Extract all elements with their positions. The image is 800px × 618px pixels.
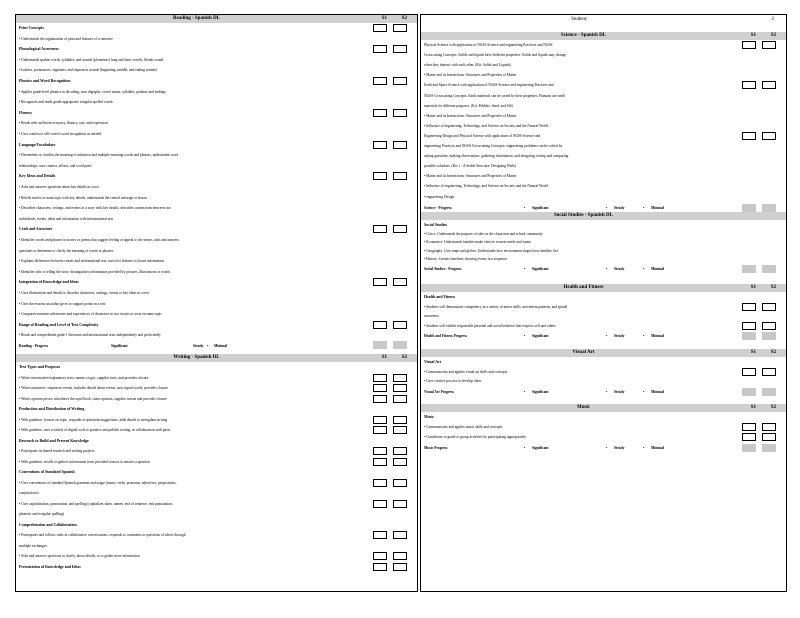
progress-bullet: • (524, 446, 526, 450)
visual-header (421, 349, 786, 357)
s1-label: S1 (750, 350, 756, 355)
science-s1-box[interactable] (742, 41, 756, 49)
reading-heading: Key Ideas and Details (19, 174, 56, 179)
science-item: Earth and Space Science with application of NGSS Science and engineering Practices and (424, 83, 554, 88)
student-header (421, 15, 786, 25)
reading-s1-box[interactable] (373, 24, 387, 32)
progress-label: Reading - Progress (19, 344, 49, 348)
progress-bullet: • (643, 389, 645, 394)
visual-s2-box[interactable] (762, 368, 776, 376)
music-s2-box[interactable] (762, 433, 776, 441)
right-column (420, 14, 787, 592)
science-item: • Matter and its Interactions: Structures and Properties of Matter (424, 113, 517, 118)
progress-significant: Significant (111, 344, 128, 348)
reading-s1-box[interactable] (373, 225, 387, 233)
s2-label: S2 (770, 405, 776, 410)
science-header (421, 32, 786, 40)
s1-label: S1 (381, 355, 387, 360)
progress-c: Minimal (651, 205, 665, 210)
writing-s2-box[interactable] (393, 500, 407, 508)
social-progress-s1-box[interactable] (742, 265, 756, 273)
science-progress-s1-box[interactable] (742, 204, 756, 212)
progress-bullet: • (643, 446, 645, 450)
reading-item: • Isolates, pronounces, segments, and sequences sounds (beginning, middle, and ending sounds) (19, 68, 157, 73)
reading-heading: Phonological Awareness (19, 47, 59, 52)
progress-bullet: • (524, 205, 526, 210)
writing-s2-box[interactable] (393, 458, 407, 466)
science-s2-box[interactable] (762, 81, 776, 89)
music-s1-box[interactable] (742, 423, 756, 431)
writing-item: • Writes informative/explanatory texts: names a topic, supplies facts, and provides closure (19, 375, 149, 380)
writing-item: • Participates in shared research and writing projects (19, 449, 95, 453)
social-title: Social Studies - Spanish DL (554, 213, 613, 218)
reading-section (16, 15, 417, 348)
writing-s1-box[interactable] (373, 500, 387, 508)
writing-heading: Research to Build and Present Knowledge (19, 438, 89, 443)
reading-heading: Phonics and Word Recognition (19, 79, 71, 83)
progress-b: Steady (614, 446, 625, 450)
science-s2-box[interactable] (762, 132, 776, 140)
reading-s1-box[interactable] (373, 109, 387, 117)
health-s1-box[interactable] (742, 322, 756, 330)
science-item: NGSS Crosscutting Concepts: Earth materials can be sorted by their properties. Humans use earth (424, 93, 565, 98)
music-section (421, 404, 786, 450)
reading-item: • Understands the organization of print and features of a sentence (19, 36, 113, 41)
writing-heading: Production and Distribution of Writing (19, 407, 85, 411)
science-item: Physical Science with application of NGSS Science and engineering Practices and NGSS (424, 43, 553, 47)
health-progress-s1-box[interactable] (742, 332, 756, 340)
science-item: • Matter and its Interactions: Structures and Properties of Matter (424, 174, 517, 179)
writing-item: • Writes opinion pieces: introduces the topic/book, states opinion, supplies reason and provides closure (19, 396, 167, 401)
progress-bullet: • (643, 266, 645, 271)
social-heading: Social Studies (424, 223, 448, 227)
reading-item: • Understands spoken words, syllables, and sounds (phonemes) long and short vowels, blends sound (19, 57, 164, 62)
visual-progress-s1-box[interactable] (742, 388, 756, 396)
social-item: • Geography: Uses maps and globes; Understands how environment shapes how families live (424, 248, 559, 253)
progress-bullet: • (643, 334, 645, 338)
writing-item: • Participates and follows rules in collaborative conversations, responds to comments or questions of others through (19, 533, 186, 537)
science-item: materials for different purposes. (Kit: Pebbles, Sand, and Silt) (424, 103, 513, 108)
reading-item: • Reads with sufficient accuracy, fluency, rate, and expression (19, 121, 108, 126)
progress-bullet: • (606, 446, 608, 450)
progress-c: Minimal (651, 446, 665, 450)
health-title: Health and Fitness (563, 285, 604, 290)
health-s1-box[interactable] (742, 303, 756, 311)
reading-item: • Uses the reasons an author gives to support points in a text (19, 301, 106, 306)
reading-item: • Explains differences between stories and informational text, uses text features to locate information (19, 259, 165, 264)
progress-label: Science - Progress (424, 205, 452, 210)
page-number: 2 (771, 17, 774, 22)
health-item: • Students will demonstrate competency in a variety of motor skills, movement patterns, and spatial (424, 304, 568, 309)
writing-item: phonetic and irregular spelling) (19, 512, 65, 516)
writing-heading: Conventions of Standard Spanish (19, 470, 75, 474)
progress-label: Social Studies - Progress (424, 266, 462, 271)
reading-item: • Compares/contrasts adventures and experiences of characters in two stories or texts on same topic (19, 312, 162, 317)
progress-b: Steady (614, 266, 625, 271)
reading-heading: Print Concepts (19, 26, 44, 30)
reading-item: • Reads and comprehends grade 1 literature and informational texts independently and proficiently (19, 333, 161, 338)
progress-bullet: • (606, 389, 608, 394)
science-item: • engineering Design (424, 194, 455, 199)
progress-b: Steady (614, 334, 625, 338)
reading-item: relationships, uses context, affixes, and word parts (19, 163, 92, 168)
science-s1-box[interactable] (742, 132, 756, 140)
s1-label: S1 (750, 33, 756, 38)
social-item: • Civics: Understands the purpose of rules in the classroom and school community (424, 231, 543, 236)
progress-a: Significant (532, 205, 549, 210)
progress-c: Minimal (651, 334, 665, 338)
writing-s1-box[interactable] (373, 458, 387, 466)
reading-item: • Identifies who is telling the story; distinguishes information provided by pictures, illustrations or words (19, 269, 170, 274)
progress-bullet: • (207, 344, 209, 348)
social-item: • History: Creates timelines showing events in a sequence (424, 257, 508, 261)
social-header (421, 212, 786, 220)
writing-s2-box[interactable] (393, 479, 407, 487)
progress-bullet: • (524, 389, 526, 394)
reading-heading: Fluency (19, 110, 33, 115)
visual-title: Visual Art (572, 350, 595, 355)
progress-b: Steady (614, 205, 625, 210)
reading-item: • Determines or clarifies the meaning of unknown and multiple-meaning words and phrases, understands word (19, 153, 179, 158)
writing-s1-box[interactable] (373, 374, 387, 382)
reading-item: individuals, events, ideas and information with informational text (19, 216, 114, 221)
reading-item: • Uses context to self-correct word recognition as needed (19, 132, 102, 136)
reading-heading: Integration of Knowledge and Ideas (19, 280, 79, 285)
music-heading: Music (424, 415, 435, 419)
reading-item: • Uses illustrations and details to describe characters, settings, events or key ideas in a text (19, 291, 149, 295)
reading-heading: Craft and Structure (19, 227, 53, 232)
writing-item: • With guidance, focuses on topic, responds to questions/suggestions, adds details to strengthen writing (19, 417, 168, 422)
writing-s2-box[interactable] (393, 552, 407, 560)
writing-section (16, 354, 417, 569)
visual-heading: Visual Art (424, 360, 442, 364)
reading-header (16, 15, 417, 23)
reading-item: questions to determine or clarify the meaning of words or phrases (19, 248, 114, 253)
music-item: • Communicates and applies music skills and concepts (424, 425, 503, 429)
s2-label: S2 (401, 16, 407, 21)
writing-item: • Uses conventions of standard Spanish grammar and usage (nouns, verbs, pronouns, adjectives, prepositions, (19, 480, 177, 485)
writing-title: Writing - Spanish DL (173, 355, 220, 360)
science-item: • Influence of engineering, Technology, and Science on Society and the Natural World (424, 184, 548, 189)
reading-item: • Retells stories or main topic with key details, understands the central message or lesson (19, 195, 147, 200)
writing-item: multiple exchanges (19, 543, 47, 548)
student-label: Student: (571, 17, 588, 22)
science-item: asking questions, making observations, gathering information, and designing, testing and comparing (424, 154, 569, 159)
music-header (421, 404, 786, 412)
progress-label: Music Progress (424, 446, 448, 450)
writing-s1-box[interactable] (373, 395, 387, 403)
reading-s2-box[interactable] (393, 225, 407, 233)
science-item: • Influence of engineering, Technology, and Science on Society and the Natural World (424, 123, 548, 128)
progress-b: Steady (614, 389, 625, 394)
s2-label: S2 (770, 350, 776, 355)
visual-progress-s2-box[interactable] (762, 388, 776, 396)
s2-label: S2 (770, 33, 776, 38)
science-item: possible solutions. (Kit: i - A Stable Structure: Designing Walls) (424, 164, 517, 169)
progress-a: Significant (532, 334, 549, 338)
science-item: when they interact with each other. (Kit: Solids and Liquids) (424, 63, 512, 68)
science-item: • Matter and its Interactions: Structures and Properties of Matter (424, 73, 517, 78)
visual-item: • Uses creative process to develop ideas (424, 379, 482, 383)
left-column (15, 14, 418, 592)
reading-title: Reading - Spanish DL (172, 16, 221, 21)
progress-bullet: • (524, 334, 526, 338)
reading-s2-box[interactable] (393, 172, 407, 180)
s2-label: S2 (770, 285, 776, 290)
writing-s2-box[interactable] (393, 426, 407, 434)
reading-s1-box[interactable] (373, 278, 387, 286)
writing-header (16, 354, 417, 362)
science-s2-box[interactable] (762, 41, 776, 49)
progress-minimal: Minimal (214, 344, 228, 348)
health-progress-s2-box[interactable] (762, 332, 776, 340)
writing-s1-box[interactable] (373, 384, 387, 392)
writing-heading: Presentation of Knowledge and Ideas (19, 564, 81, 569)
music-item: • Contributes to grade or group activities by participating appropriately (424, 435, 527, 439)
science-progress-s2-box[interactable] (762, 204, 776, 212)
social-section (421, 212, 786, 271)
writing-heading: Comprehension and Collaboration (19, 522, 77, 527)
writing-s1-box[interactable] (373, 479, 387, 487)
health-heading: Health and Fitness (424, 295, 456, 299)
health-item: • Students will exhibit responsible personal and social behavior that respects self and others (424, 323, 556, 328)
science-item: Engineering Design and Physical Science with application of NGSS Science and (424, 133, 541, 138)
reading-s2-box[interactable] (393, 278, 407, 286)
writing-item: • Asks and answers questions to clarify, about details, or to gather more information (19, 554, 140, 558)
progress-label: Health and Fitness Progress (424, 334, 467, 338)
writing-s1-box[interactable] (373, 552, 387, 560)
progress-bullet: • (643, 205, 645, 210)
health-section (421, 284, 786, 338)
science-item: engineering Practices and NGSS Crosscutting Concepts: engineering problems can be solved by (424, 144, 563, 148)
science-title: Science - Spanish DL (560, 33, 607, 38)
writing-s2-box[interactable] (393, 384, 407, 392)
reading-s1-box[interactable] (373, 321, 387, 329)
reading-s2-box[interactable] (393, 24, 407, 32)
reading-item: • Applies grade-level phonics in decoding, uses digraphs, vowel teams, syllables, patterns and endings (19, 89, 166, 94)
reading-progress-s2-box[interactable] (393, 341, 407, 349)
progress-c: Minimal (651, 266, 665, 271)
reading-heading: Language/Vocabulary (19, 142, 56, 147)
s1-label: S1 (750, 285, 756, 290)
music-title: Music (576, 405, 591, 410)
reading-item: • Identifies words and phrases in stories or poems that suggest feeling or appeal to the senses, asks and answers (19, 238, 179, 242)
visual-s1-box[interactable] (742, 368, 756, 376)
writing-s2-box[interactable] (393, 395, 407, 403)
visual-item: • Communicates and applies visual art skills and concepts (424, 369, 508, 374)
progress-a: Significant (532, 446, 549, 450)
s1-label: S1 (381, 16, 387, 21)
writing-s2-box[interactable] (393, 563, 407, 571)
reading-item: • Recognizes and reads grade-appropriate irregular spelled words (19, 100, 113, 105)
progress-bullet: • (606, 266, 608, 271)
music-s1-box[interactable] (742, 433, 756, 441)
writing-heading: Text Types and Purposes (19, 365, 61, 369)
health-s2-box[interactable] (762, 303, 776, 311)
writing-item: conjunctions) (19, 491, 39, 495)
music-s2-box[interactable] (762, 423, 776, 431)
reading-s2-box[interactable] (393, 321, 407, 329)
writing-s1-box[interactable] (373, 531, 387, 539)
reading-progress-s1-box[interactable] (373, 341, 387, 349)
reading-s2-box[interactable] (393, 109, 407, 117)
writing-s1-box[interactable] (373, 447, 387, 455)
writing-item: • With guidance, recalls or gathers information from provided sources to answer a question (19, 459, 150, 464)
reading-s1-box[interactable] (373, 172, 387, 180)
science-item: Crosscutting Concepts: Solids and liquids have different properties. Solids and liquids may change (424, 53, 566, 58)
music-progress-s2-box[interactable] (762, 444, 776, 452)
reading-s2-box[interactable] (393, 45, 407, 53)
progress-a: Significant (532, 389, 549, 394)
writing-s1-box[interactable] (373, 416, 387, 424)
reading-item: • Describes characters, settings, and events in a story with key details; describes connections between two (19, 206, 172, 211)
music-progress-s1-box[interactable] (742, 444, 756, 452)
reading-s2-box[interactable] (393, 141, 407, 149)
reading-s1-box[interactable] (373, 45, 387, 53)
science-s1-box[interactable] (742, 81, 756, 89)
health-item: awareness (424, 314, 439, 318)
progress-bullet: • (606, 205, 608, 210)
writing-item: • Uses capitalization, punctuation, and spelling (capitalizes dates, names, end of sentence, end punctuation, (19, 501, 173, 506)
reading-heading: Range of Reading and Level of Text Complexity (19, 322, 99, 327)
reading-item: • Asks and answers questions about key details in a text (19, 185, 99, 189)
writing-item: • With guidance, uses a variety of digital tools to produce and publish writing, in collaboration with peers (19, 428, 171, 432)
progress-a: Significant (532, 266, 549, 271)
social-progress-s2-box[interactable] (762, 265, 776, 273)
writing-item: • Writes narratives: sequences events, includes details about events, uses signal words, provides closure (19, 386, 168, 390)
progress-label: Visual Art Progress (424, 389, 454, 394)
progress-steady: Steady (193, 344, 204, 348)
health-s2-box[interactable] (762, 322, 776, 330)
writing-s2-box[interactable] (393, 531, 407, 539)
progress-bullet: • (606, 334, 608, 338)
s2-label: S2 (401, 355, 407, 360)
writing-s2-box[interactable] (393, 374, 407, 382)
progress-c: Minimal (651, 389, 665, 394)
writing-s1-box[interactable] (373, 426, 387, 434)
visual-section (421, 349, 786, 394)
reading-s1-box[interactable] (373, 141, 387, 149)
writing-s2-box[interactable] (393, 416, 407, 424)
writing-s2-box[interactable] (393, 447, 407, 455)
health-header (421, 284, 786, 292)
reading-s2-box[interactable] (393, 77, 407, 85)
progress-bullet: • (524, 266, 526, 271)
reading-s1-box[interactable] (373, 77, 387, 85)
writing-s1-box[interactable] (373, 563, 387, 571)
social-item: • Economics: Understands families make choices to meet needs and wants (424, 240, 531, 244)
s1-label: S1 (750, 405, 756, 410)
science-section (421, 32, 786, 210)
